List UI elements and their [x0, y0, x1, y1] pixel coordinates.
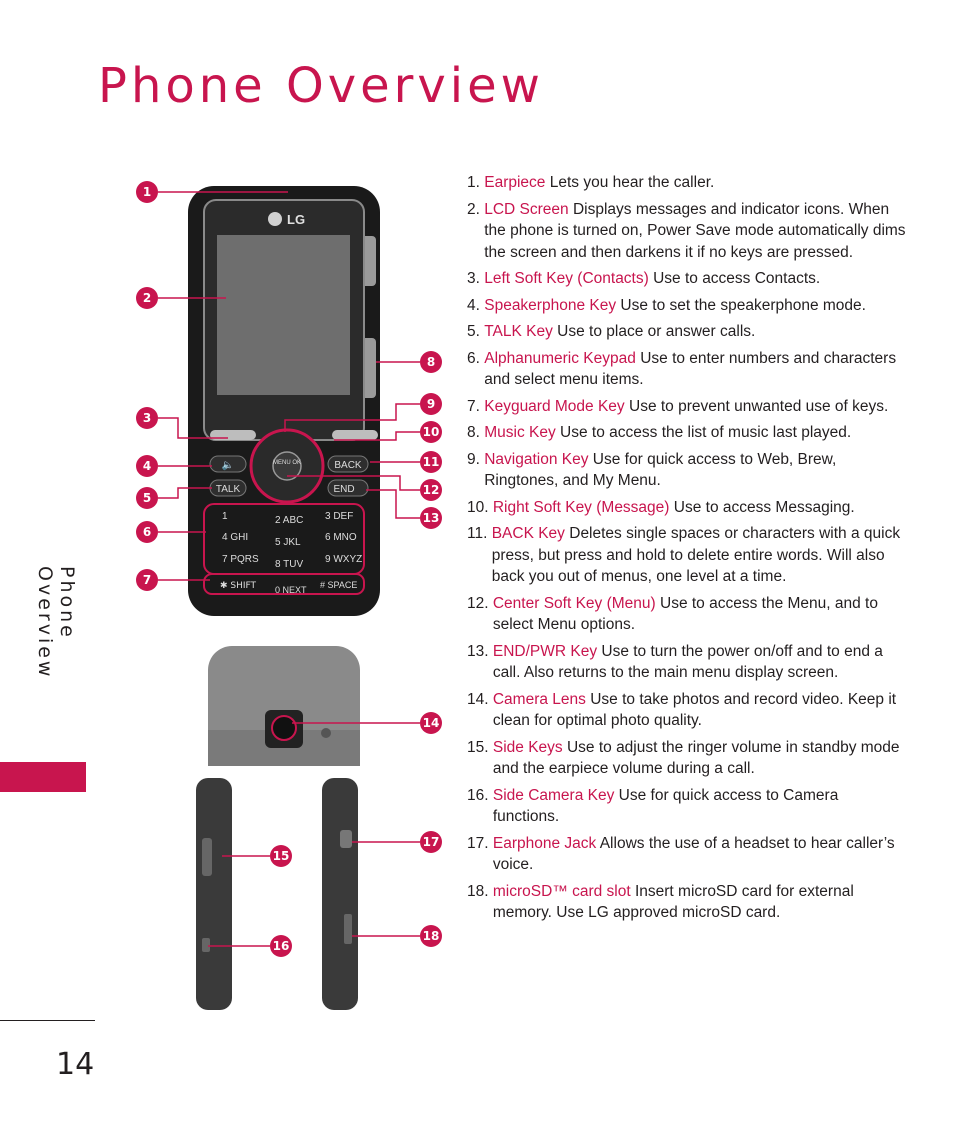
callout-15: 15: [270, 845, 292, 867]
item-number: 7.: [467, 397, 485, 415]
page-title: Phone Overview: [98, 58, 544, 114]
component-description-list: [467, 172, 907, 929]
footer-rule: [0, 1020, 95, 1021]
list-item: [467, 737, 907, 780]
item-keyword: TALK Key: [484, 323, 553, 340]
section-side-label: Phone Overview: [34, 566, 78, 680]
item-description: Use to access the list of music last played.: [555, 424, 852, 441]
item-description: Use to take photos and record video. Keep it clean for optimal photo quality.: [492, 690, 897, 729]
list-item: [467, 422, 907, 444]
item-number: 8.: [467, 424, 485, 441]
item-keyword: Earpiece: [484, 174, 546, 191]
item-description: Allows the use of a headset to hear caller’s voice.: [492, 834, 895, 873]
item-description: Lets you hear the caller.: [545, 174, 715, 191]
item-number: 15.: [467, 738, 493, 756]
list-item: [467, 295, 907, 317]
list-item: [467, 396, 907, 418]
item-keyword: Navigation Key: [484, 450, 589, 468]
item-number: 10.: [467, 498, 493, 516]
item-keyword: Left Soft Key (Contacts): [484, 270, 649, 287]
callout-2: 2: [136, 287, 158, 309]
item-description: Use to turn the power on/off and to end a call. Also returns to the main menu display screen.: [492, 642, 883, 681]
list-item: [467, 785, 907, 828]
item-description: Use to access Contacts.: [648, 270, 821, 287]
item-description: Use to access the Menu, and to select Menu options.: [492, 594, 878, 633]
microsd-slot: [344, 914, 352, 944]
brand-logo: LG: [287, 212, 306, 227]
item-keyword: Camera Lens: [492, 690, 586, 708]
callout-10: 10: [420, 421, 442, 443]
callout-9: 9: [420, 393, 442, 415]
item-keyword: Music Key: [484, 424, 556, 441]
key-5-label: 5 JKL: [275, 537, 301, 548]
callout-12: 12: [420, 479, 442, 501]
list-item: [467, 321, 907, 343]
key-0-label: 0 NEXT: [275, 585, 307, 595]
speaker-grille: [321, 728, 331, 738]
page-number: 14: [56, 1047, 95, 1082]
callout-11: 11: [420, 451, 442, 473]
callout-1: 1: [136, 181, 158, 203]
phone-figure: [120, 170, 450, 1020]
right-soft-key: [332, 430, 378, 440]
list-item: [467, 641, 907, 684]
item-keyword: microSD™ card slot: [492, 882, 631, 900]
item-description: Insert microSD card for external memory. Use LG approved microSD card.: [492, 882, 854, 921]
item-description: Displays messages and indicator icons. When the phone is turned on, Power Save mode automatically dims the screen and then darkens it if no keys are pressed.: [484, 200, 906, 261]
key-7-label: 7 PQRS: [222, 554, 259, 565]
phone-left-side: [196, 778, 232, 1010]
item-number: 18.: [467, 882, 493, 900]
key-8-label: 8 TUV: [275, 559, 304, 570]
section-tab-marker: [0, 762, 86, 792]
callout-6: 6: [136, 521, 158, 543]
volume-side-keys: [202, 838, 212, 876]
item-description: Use to access Messaging.: [669, 498, 855, 516]
key-1-label: 1: [222, 511, 228, 522]
item-description: Use to place or answer calls.: [552, 323, 756, 340]
list-item: [467, 268, 907, 290]
key-9-label: 9 WXYZ: [325, 554, 363, 565]
item-number: 17.: [467, 834, 493, 852]
item-keyword: Earphone Jack: [492, 834, 597, 852]
callout-4: 4: [136, 455, 158, 477]
item-description: Use to enter numbers and characters and select menu items.: [484, 349, 897, 388]
key-star-label: ✱ SHIFT: [220, 581, 257, 591]
item-number: 1.: [467, 174, 485, 191]
menu-key-label: MENU OK: [272, 460, 302, 466]
speaker-icon: 🔈: [221, 460, 235, 471]
key-3-label: 3 DEF: [325, 511, 354, 522]
item-keyword: BACK Key: [491, 525, 565, 542]
item-description: Use for quick access to Camera functions.: [492, 786, 839, 825]
item-description: Deletes single spaces or characters with a quick press, but press and hold to delete entire words. Will also back you out of menus, one level at a time.: [491, 525, 901, 585]
list-item: [467, 172, 907, 194]
item-keyword: Keyguard Mode Key: [484, 397, 625, 415]
item-number: 13.: [467, 642, 493, 660]
list-item: [467, 497, 907, 519]
list-item: [467, 523, 907, 588]
item-number: 4.: [467, 296, 485, 314]
item-number: 12.: [467, 594, 493, 612]
item-keyword: Side Keys: [492, 738, 563, 756]
callout-14: 14: [420, 712, 442, 734]
list-item: [467, 689, 907, 732]
callout-7: 7: [136, 569, 158, 591]
callout-13: 13: [420, 507, 442, 529]
item-description: Use to set the speakerphone mode.: [616, 296, 866, 314]
phone-right-side: [322, 778, 358, 1010]
lg-logo-mark: [268, 212, 282, 226]
list-item: [467, 348, 907, 391]
lcd-screen: [217, 235, 350, 395]
camera-lens: [272, 716, 296, 740]
key-hash-label: # SPACE: [320, 580, 358, 590]
item-number: 16.: [467, 786, 493, 804]
item-description: Use for quick access to Web, Brew, Ringtones, and My Menu.: [484, 450, 837, 489]
item-keyword: Side Camera Key: [492, 786, 615, 804]
callout-8: 8: [420, 351, 442, 373]
item-number: 6.: [467, 349, 485, 367]
item-keyword: END/PWR Key: [492, 642, 598, 660]
item-number: 5.: [467, 323, 485, 340]
back-key-label: BACK: [334, 460, 362, 471]
talk-key-label: TALK: [215, 484, 241, 495]
phone-illustration: [120, 170, 450, 1020]
item-keyword: Center Soft Key (Menu): [492, 594, 656, 612]
earphone-jack: [340, 830, 352, 848]
item-number: 3.: [467, 270, 485, 287]
key-6-label: 6 MNO: [325, 532, 357, 543]
list-item: [467, 833, 907, 876]
item-description: Use to prevent unwanted use of keys.: [624, 397, 889, 415]
callout-5: 5: [136, 487, 158, 509]
item-number: 11.: [467, 525, 492, 542]
key-4-label: 4 GHI: [222, 532, 249, 543]
item-number: 9.: [467, 450, 485, 468]
list-item: [467, 593, 907, 636]
item-keyword: Speakerphone Key: [484, 296, 617, 314]
item-number: 2.: [467, 200, 485, 218]
list-item: [467, 881, 907, 924]
list-item: [467, 449, 907, 492]
list-item: [467, 199, 907, 264]
item-keyword: Alphanumeric Keypad: [484, 349, 636, 367]
callout-17: 17: [420, 831, 442, 853]
callout-16: 16: [270, 935, 292, 957]
end-key-label: END: [333, 484, 355, 495]
callout-18: 18: [420, 925, 442, 947]
item-number: 14.: [467, 690, 493, 708]
side-camera-key: [202, 938, 210, 952]
item-keyword: LCD Screen: [484, 200, 569, 218]
item-description: Use to adjust the ringer volume in standby mode and the earpiece volume during a call.: [492, 738, 900, 777]
key-2-label: 2 ABC: [275, 515, 304, 526]
item-keyword: Right Soft Key (Message): [492, 498, 670, 516]
callout-3: 3: [136, 407, 158, 429]
